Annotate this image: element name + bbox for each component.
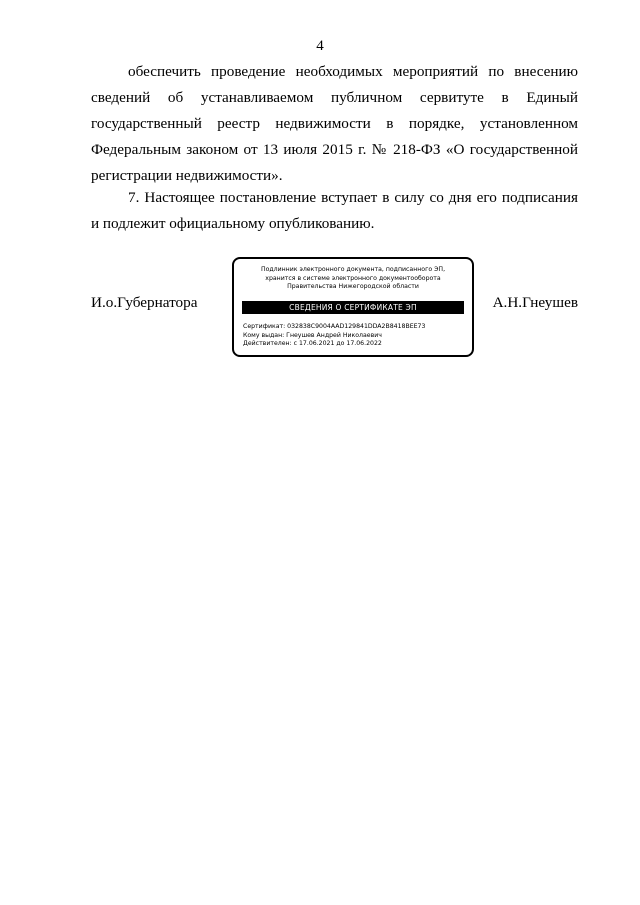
text-line: обеспечить проведение необходимых мероприятий по внесению [128,63,578,80]
text-line: государственный реестр недвижимости в порядке, установленном [91,115,578,132]
stamp-header-line: хранится в системе электронного документооборота [265,274,441,282]
stamp-header-line: Правительства Нижегородской области [287,283,419,290]
stamp-header-line: Подлинник электронного документа, подписанного ЭП, [260,266,446,273]
signatory-position: И.о.Губернатора [91,294,198,311]
text-line: регистрации недвижимости». [91,167,283,184]
paragraph-obligations [91,59,578,189]
certificate-validity: Действителен: с 17.06.2021 до 17.06.2022 [243,340,382,347]
signatory-name: А.Н.Гнеушев [492,294,578,311]
stamp-header [234,266,472,292]
electronic-signature-stamp [232,257,474,357]
text-line: Федеральным законом от 13 июля 2015 г. № 218-ФЗ «О государственной [91,141,578,158]
certificate-owner: Кому выдан: Гнеушев Андрей Николаевич [243,331,382,339]
stamp-title-bar: СВЕДЕНИЯ О СЕРТИФИКАТЕ ЭП [242,301,464,314]
text-line: 7. Настоящее постановление вступает в силу со дня его подписания [128,189,578,206]
text-line: и подлежит официальному опубликованию. [91,215,375,232]
certificate-number: Сертификат: 032838C9004AAD129841DDA2B8418BEE73 [243,323,426,330]
page-number: 4 [316,38,324,54]
paragraph-entry-into-force [91,185,578,237]
text-line: сведений об устанавливаемом публичном сервитуте в Единый [91,89,578,106]
stamp-details [243,323,425,349]
